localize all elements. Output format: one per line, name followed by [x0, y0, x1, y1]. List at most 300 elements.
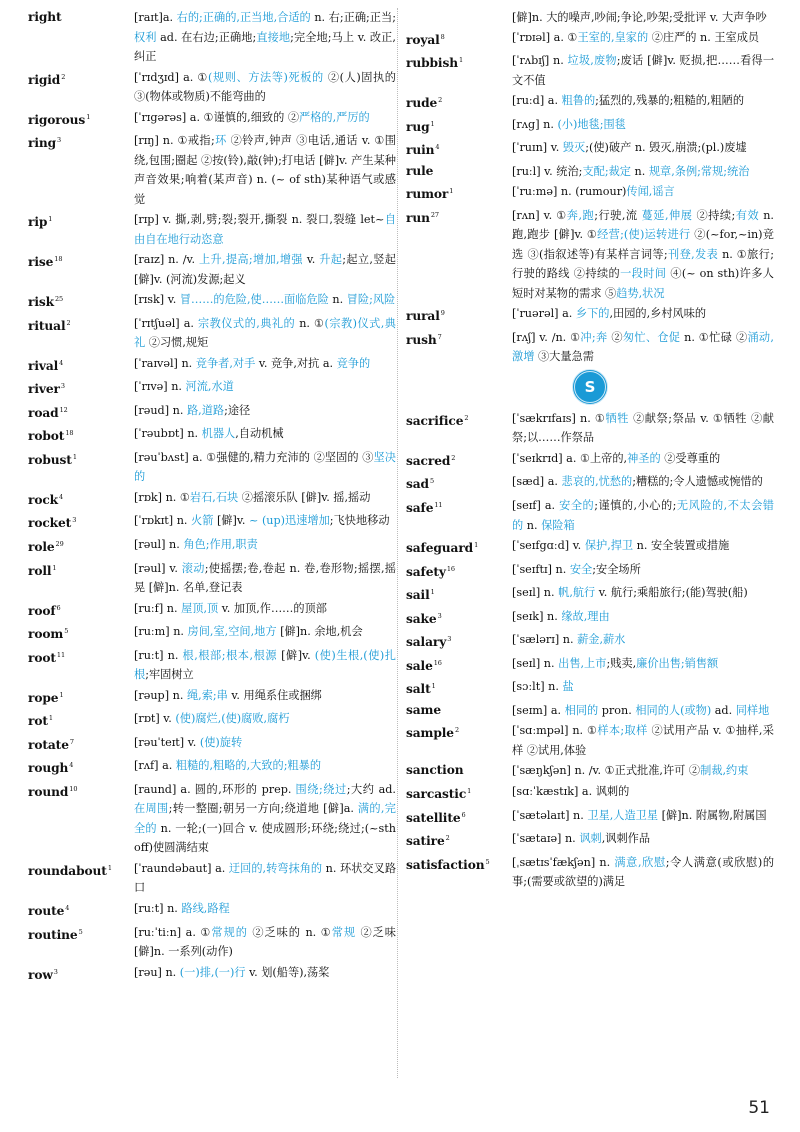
dictionary-entry: [28, 131, 396, 209]
highlighted-meaning: 乡下的: [575, 307, 610, 321]
highlighted-meaning: (使)旋转: [199, 735, 243, 749]
highlighted-meaning: 样本;取样: [597, 724, 648, 738]
highlighted-meaning: 保险箱: [541, 518, 575, 532]
frequency-count: 5: [429, 477, 435, 486]
highlighted-meaning: 垃圾,废物: [567, 54, 617, 68]
definition-text: [ˌsætɪsˈfækʃən] n.: [512, 855, 615, 869]
headword-text: rule: [406, 163, 434, 178]
highlighted-meaning: 悲哀的,忧愁的: [561, 475, 633, 489]
headword-text: sarcastic: [406, 787, 467, 801]
headword-text: row: [28, 967, 53, 982]
highlighted-meaning: 右的;正确的,正当地,合适的: [176, 11, 311, 24]
dictionary-entry: [406, 806, 774, 829]
frequency-count: 18: [54, 255, 63, 264]
frequency-count: 10: [69, 784, 78, 793]
definition-text: ②习惯,规矩: [145, 336, 209, 350]
headword: [406, 853, 512, 876]
definition-text: [僻]n. 附属物,附属国: [658, 808, 767, 822]
definition-text: [ˈsælərɪ] n.: [512, 633, 578, 647]
definition: [512, 701, 774, 721]
headword: [406, 721, 512, 744]
dictionary-entry: [28, 511, 396, 534]
definition-text: [ˈrɒkɪt] n.: [134, 514, 192, 528]
definition: [512, 328, 774, 367]
headword: [28, 733, 134, 756]
definition-text: n. 环状交叉路口: [134, 861, 397, 895]
highlighted-meaning: 满意,欣慰: [614, 855, 666, 869]
highlighted-meaning: 讽刺: [579, 832, 602, 846]
definition-text: n.: [523, 518, 542, 532]
headword: [406, 472, 512, 495]
frequency-count: 11: [434, 501, 443, 509]
highlighted-meaning: 机器人: [201, 427, 236, 441]
headword: [406, 630, 512, 653]
headword: [406, 583, 512, 606]
headword: [406, 206, 512, 229]
dictionary-entry: [406, 409, 774, 448]
dictionary-entry: [406, 51, 774, 90]
left-column: [28, 8, 396, 986]
dictionary-entry: [406, 829, 774, 852]
highlighted-meaning: 宗教仪式的,典礼的: [197, 316, 296, 330]
definition-text: [rʌg] n.: [512, 117, 558, 131]
headword: [406, 806, 512, 829]
headword-text: rubbish: [406, 56, 458, 71]
highlighted-meaning: 河流,水道: [185, 380, 234, 394]
definition-text: ;谨慎的,小心的;: [594, 499, 677, 512]
s-entries: [406, 409, 774, 892]
headword-text: robust: [28, 452, 72, 467]
headword-text: ritual: [28, 318, 66, 333]
headword: [406, 761, 512, 781]
dictionary-entry: [406, 782, 774, 805]
frequency-count: 9: [440, 309, 445, 318]
definition-text: ,自动机械: [235, 427, 284, 441]
definition: [134, 859, 396, 898]
definition: [512, 182, 774, 202]
definition-text: [僻]v.: [213, 514, 250, 528]
frequency-count: 1: [107, 863, 112, 872]
frequency-count: 16: [446, 564, 455, 573]
headword: [28, 250, 134, 273]
highlighted-meaning: 火箭: [191, 514, 214, 528]
definition-text: v. 航行;乘船旅行;(能)驾驶(船): [595, 586, 748, 600]
headword: [406, 162, 512, 182]
definition-text: ②试用产品 v. ①抽样,采样 ②试用,体验: [512, 724, 774, 757]
frequency-count: 2: [61, 72, 66, 81]
frequency-count: 4: [59, 358, 64, 367]
headword: [28, 401, 134, 424]
definition: [512, 304, 774, 324]
headword: [28, 756, 134, 779]
frequency-count: 18: [65, 429, 74, 438]
definition: [512, 829, 774, 849]
highlighted-meaning: 路线,路程: [181, 901, 230, 915]
dictionary-entry: [28, 622, 396, 645]
headword: [28, 8, 134, 28]
headword-text: room: [28, 627, 64, 642]
headword-text: sanction: [406, 763, 464, 778]
frequency-count: 6: [461, 810, 466, 819]
dictionary-entry: [28, 756, 396, 779]
headword-text: robot: [28, 429, 65, 444]
definition-text: [rʌʃ] v. /n. ①: [512, 330, 581, 344]
highlighted-meaning: (使)腐烂,(使)腐败,腐朽: [175, 712, 290, 726]
highlighted-meaning: 角色;作用,职责: [183, 538, 258, 551]
dictionary-entry: [28, 535, 396, 558]
frequency-count: 1: [59, 690, 64, 699]
definition-text: [ˈrɪdʒɪd] a. ①: [134, 70, 209, 84]
highlighted-meaning: 匆忙、仓促: [622, 330, 681, 344]
dictionary-entry: [28, 377, 396, 400]
definition: [134, 401, 396, 421]
headword: [406, 51, 512, 74]
frequency-count: 1: [48, 714, 53, 723]
headword: [406, 182, 512, 205]
definition: [134, 511, 396, 531]
headword: [28, 354, 134, 377]
definition: [134, 354, 396, 374]
headword-text: rocket: [28, 516, 72, 531]
highlighted-meaning: 常规: [331, 925, 357, 939]
definition-text: [seɪk] n.: [512, 609, 562, 623]
definition-text: [ˈruərəl] a.: [512, 307, 576, 321]
headword-text: ruin: [406, 143, 435, 158]
dictionary-entry: [28, 8, 396, 67]
frequency-count: 2: [464, 413, 469, 422]
definition-text: ②持续;: [692, 208, 736, 222]
definition: [512, 677, 774, 697]
headword: [28, 511, 134, 534]
definition: [512, 162, 774, 182]
headword: [28, 686, 134, 709]
headword-text: rough: [28, 761, 69, 776]
headword: [406, 782, 512, 805]
frequency-count: 5: [485, 857, 490, 866]
definition: [134, 488, 396, 508]
headword-text: right: [28, 10, 62, 24]
definition-text: [rəuˈbʌst] a. ①强健的,精力充沛的 ②坚固的 ③: [134, 450, 374, 464]
headword-text: roundabout: [28, 864, 107, 878]
definition-text: [ruːm] n.: [134, 625, 188, 639]
headword: [28, 108, 134, 131]
highlighted-meaning: 冒险;风险: [346, 293, 396, 307]
definition-text: v. 划(船等),荡桨: [245, 965, 330, 979]
definition-text: [ruːt] n.: [134, 648, 183, 662]
definition-text: [ˈraɪvəl] n.: [134, 356, 196, 370]
headword-text: safe: [406, 501, 434, 516]
definition-text: [ˈsɑːmpəl] n. ①: [512, 724, 598, 738]
dictionary-entry: [28, 709, 396, 732]
dictionary-entry: [28, 314, 396, 353]
definition-text: v.: [302, 253, 320, 267]
definition-text: ,田园的,乡村风味的: [609, 307, 707, 321]
frequency-count: 7: [437, 332, 442, 341]
highlighted-meaning: (小)地毯;围毯: [557, 117, 626, 131]
headword-text: ring: [28, 136, 57, 151]
highlighted-meaning: 围绕;绕过: [295, 782, 347, 796]
definition-text: [seɪl] n.: [512, 586, 559, 600]
dictionary-entry: [406, 182, 774, 205]
definition-text: [rəu] n.: [134, 965, 180, 979]
highlighted-meaning: 卫星,人造卫星: [587, 808, 659, 822]
definition-text: ;(使)破产 n. 毁灭,崩溃;(pl.)废墟: [585, 141, 747, 155]
frequency-count: 27: [430, 210, 439, 219]
headword-text: sad: [406, 477, 429, 492]
definition: [512, 115, 774, 135]
highlighted-meaning: (规则、方法等)死板的: [208, 70, 324, 84]
frequency-count: 3: [447, 635, 452, 644]
definition-text: [ˈrɪvə] n.: [134, 380, 186, 394]
definition-text: ;完全地;马上 v. 改正,纠正: [134, 30, 396, 63]
highlighted-meaning: 坚决的: [134, 450, 396, 484]
headword: [406, 449, 512, 472]
headword: [406, 91, 512, 114]
frequency-count: 3: [60, 382, 65, 391]
highlighted-meaning: 盐: [562, 680, 574, 694]
dictionary-entry: [28, 250, 396, 289]
headword-text: salt: [406, 682, 431, 697]
definition-text: ;飞快地移动: [329, 514, 390, 528]
headword-text: satisfaction: [406, 857, 485, 872]
definition: [134, 535, 396, 555]
definition-text: [rɒt] v.: [134, 712, 176, 726]
definition-text: n.: [328, 293, 347, 307]
headword: [28, 448, 134, 471]
headword: [406, 138, 512, 161]
headword-text: rope: [28, 690, 59, 705]
highlighted-meaning: 冒……的危险,使……面临危险: [179, 293, 329, 307]
headword: [28, 535, 134, 558]
definition-text: [rəul] v.: [134, 561, 182, 575]
highlighted-meaning: 滚动: [181, 561, 205, 575]
definition: [134, 68, 396, 107]
headword: [28, 131, 134, 154]
frequency-count: 16: [433, 658, 442, 667]
highlighted-meaning: 冲;奔: [580, 330, 608, 344]
definition-text: ②(~for,~in)竞选 ③(指叙述等)有某样言词等;: [512, 228, 774, 261]
dictionary-entry: [28, 68, 396, 107]
definition-text: [ˈsætaɪə] n.: [512, 832, 580, 846]
definition: [512, 91, 774, 111]
definition-text: ;途径: [224, 403, 251, 417]
frequency-count: 2: [451, 453, 456, 462]
definition-text: ;糟糕的;令人遗憾或惋惜的: [632, 475, 763, 489]
highlighted-meaning: 经营;(使)运转进行: [597, 228, 691, 242]
definition: [134, 131, 396, 209]
definition-text: [ˈrɪtʃuəl] a.: [134, 316, 198, 330]
headword: [406, 328, 512, 351]
definition-text: [僻]v.: [277, 648, 315, 662]
definition-text: v. 用绳系住或捆绑: [227, 688, 322, 702]
dictionary-entry: [406, 701, 774, 721]
dictionary-entry: [406, 853, 774, 892]
frequency-count: 1: [431, 682, 436, 691]
definition-text: [ˈruːmə] n. (rumour): [512, 185, 627, 199]
headword-text: rise: [28, 255, 54, 270]
definition: [134, 314, 396, 353]
dictionary-entry: [28, 646, 396, 685]
dictionary-entry: [28, 488, 396, 511]
headword-text: routine: [28, 927, 78, 942]
headword-text: route: [28, 904, 65, 918]
definition-text: n. ①: [295, 316, 325, 330]
definition: [512, 806, 774, 826]
definition-text: ;牢固树立: [145, 668, 194, 682]
definition-text: [ˈseɪftɪ] n.: [512, 562, 570, 576]
highlighted-meaning: 竞争的: [336, 356, 371, 370]
definition-text: ②摇滚乐队 [僻]v. 摇,摇动: [238, 490, 371, 504]
definition-text: [rəuˈteɪt] v.: [134, 735, 200, 749]
highlighted-meaning: 屋顶,顶: [181, 601, 219, 615]
highlighted-meaning: 同样地: [735, 703, 770, 717]
definition-text: [rɪp] v. 撕,剥,劈;裂;裂开,撕裂 n. 裂口,裂缝 let~: [134, 213, 385, 227]
definition-text: [ruːf] n.: [134, 601, 182, 615]
definition: [134, 559, 396, 598]
dictionary-entry: [28, 733, 396, 756]
headword-text: rush: [406, 332, 437, 347]
definition-text: [ˈruɪn] v.: [512, 141, 563, 155]
definition: [512, 138, 774, 158]
highlighted-meaning: 涌动,激增: [512, 330, 774, 364]
headword-text: same: [406, 702, 442, 717]
dictionary-entry: [406, 496, 774, 535]
highlighted-meaning: 权利: [134, 30, 157, 44]
highlighted-meaning: 王室的,皇家的: [577, 30, 649, 44]
definition: [134, 646, 396, 685]
frequency-count: 4: [69, 761, 74, 770]
dictionary-entry: [406, 28, 774, 51]
headword-text: river: [28, 382, 60, 397]
frequency-count: 1: [449, 187, 454, 196]
headword: [406, 829, 512, 852]
headword-text: root: [28, 650, 56, 665]
highlighted-meaning: 薪金,薪水: [577, 633, 626, 647]
dictionary-entry: [406, 162, 774, 182]
definition: [134, 290, 396, 310]
definition-text: ;大约 ad.: [346, 782, 396, 796]
highlighted-meaning: 环: [214, 134, 227, 148]
definition-text: [ˈsæŋkʃən] n. /v. ①正式批准,许可 ②: [512, 764, 701, 778]
definition-text: [僻]n. 大的噪声,吵闹;争论,吵架;受批评 v. 大声争吵: [512, 11, 767, 24]
headword-text: rug: [406, 119, 430, 134]
headword: [406, 304, 512, 327]
headword-text: rival: [28, 358, 59, 373]
definition-text: ④(~ on sth)许多人短时对某物的需求 ⑤: [512, 267, 774, 300]
highlighted-meaning: 在周围: [134, 802, 169, 816]
dictionary-entry: [28, 780, 396, 858]
headword-text: salary: [406, 635, 447, 650]
definition: [512, 206, 774, 304]
highlighted-meaning: (一)排,(一)行: [179, 965, 246, 979]
definition: [512, 28, 774, 48]
dictionary-entry: [406, 304, 774, 327]
definition-text: [ˈsætəlaɪt] n.: [512, 808, 588, 822]
headword: [28, 622, 134, 645]
headword-text: sake: [406, 611, 437, 626]
definition-text: [rɪsk] v.: [134, 293, 180, 307]
definition-text: [raɪt]: [134, 11, 163, 24]
highlighted-meaning: 奔,跑: [566, 208, 595, 222]
headword-text: sacrifice: [406, 413, 464, 428]
continued-entry-row: [406, 8, 774, 28]
highlighted-meaning: 帆,航行: [558, 586, 596, 600]
definition: [134, 622, 396, 642]
definition-text: [ruːl] v. 统治;: [512, 164, 583, 178]
headword: [406, 701, 512, 721]
headword-text: rotate: [28, 737, 69, 752]
highlighted-meaning: 岩石,石块: [189, 490, 239, 504]
definition-text: a.: [162, 11, 177, 24]
dictionary-entry: [28, 599, 396, 622]
highlighted-meaning: 刊登,发表: [667, 247, 719, 261]
definition: [134, 210, 396, 249]
definition-text: n. 跑,跑步 [僻]v. ①: [512, 208, 774, 242]
frequency-count: 1: [72, 452, 77, 461]
definition-text: [rəud] n.: [134, 403, 187, 417]
page-number: 51: [748, 1098, 770, 1118]
frequency-count: 1: [430, 588, 435, 597]
definition: [512, 583, 774, 603]
highlighted-meaning: 蔓延,伸展: [641, 208, 693, 222]
highlighted-meaning: 安全: [569, 562, 593, 576]
headword-text: rigid: [28, 72, 61, 87]
headword: [28, 899, 134, 922]
highlighted-meaning: 一段时间: [620, 267, 667, 281]
definition-text: [ˈraundəbaut] a.: [134, 861, 229, 875]
frequency-count: 5: [64, 627, 69, 636]
definition: [134, 756, 396, 776]
headword: [28, 963, 134, 986]
frequency-count: 2: [66, 318, 71, 327]
headword: [406, 115, 512, 138]
definition: [134, 424, 396, 444]
headword-text: sale: [406, 658, 433, 673]
definition-text: ②乏味的 n. ①: [247, 925, 332, 939]
highlighted-meaning: 粗鲁的: [561, 94, 596, 108]
definition-text: [ruːd] a.: [512, 94, 562, 108]
dictionary-entry: [28, 210, 396, 249]
highlighted-meaning: 保护,捍卫: [584, 539, 634, 552]
frequency-count: 1: [467, 786, 472, 795]
definition-text: [ˈrʌbɪʃ] n.: [512, 54, 568, 68]
definition: [134, 599, 396, 619]
definition-text: pron.: [598, 703, 636, 717]
dictionary-entry: [406, 560, 774, 583]
dictionary-entry: [28, 859, 396, 898]
definition-text: ,讽刺作品: [601, 832, 651, 846]
definition-text: [rəup] n.: [134, 688, 187, 702]
headword: [406, 560, 512, 583]
headword-text: rock: [28, 492, 59, 507]
frequency-count: 3: [72, 516, 77, 525]
headword: [28, 68, 134, 91]
headword: [28, 780, 134, 803]
headword: [28, 559, 134, 582]
highlighted-meaning: 严格的,严厉的: [299, 110, 370, 124]
highlighted-meaning: 房间,室,空间,地方: [187, 625, 277, 639]
section-s-divider: [406, 369, 774, 407]
headword: [406, 536, 512, 559]
definition: [134, 923, 396, 962]
headword: [406, 496, 512, 519]
headword: [28, 599, 134, 622]
highlighted-meaning: 迂回的,转弯抹角的: [228, 861, 323, 875]
definition: [512, 607, 774, 627]
definition: [512, 853, 774, 892]
definition-text: ②庄严的 n. 王室成员: [648, 30, 760, 44]
highlighted-meaning: 牺牲: [605, 411, 629, 425]
